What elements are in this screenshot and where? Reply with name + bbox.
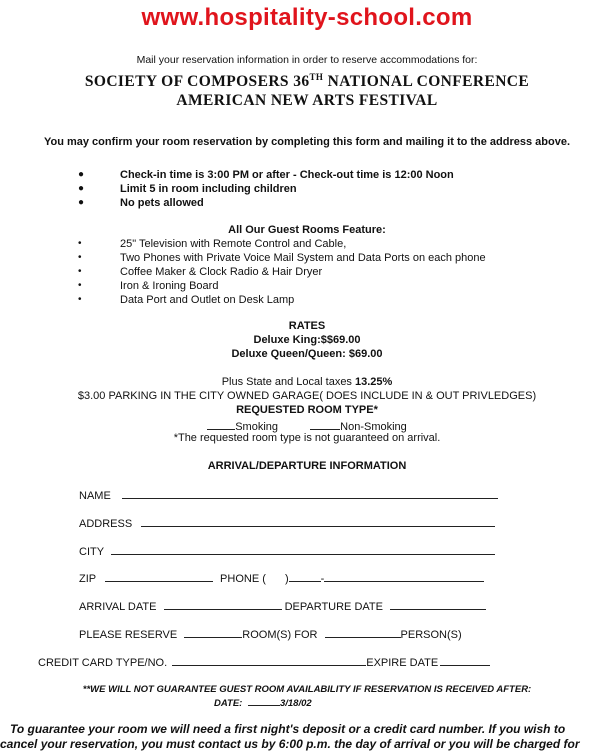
- taxes-value: 13.25%: [355, 376, 393, 388]
- guarantee-date-value: 3/18/02: [279, 698, 312, 709]
- policy-text: No pets allowed: [120, 197, 204, 209]
- arrival-date-field[interactable]: [164, 598, 282, 610]
- address-field[interactable]: [141, 515, 495, 527]
- bullet-icon: ●: [78, 183, 85, 194]
- credit-card-field[interactable]: [172, 654, 366, 666]
- footer-deposit-line: To guarantee your room we will need a first night's deposit or a credit card number. If you wish to: [10, 722, 566, 736]
- departure-date-label: DEPARTURE DATE: [284, 601, 383, 613]
- parking-line: $3.00 PARKING IN THE CITY OWNED GARAGE( DOES INCLUDE IN & OUT PRIVLEDGES): [77, 390, 537, 402]
- room-type-heading: REQUESTED ROOM TYPE*: [236, 404, 378, 416]
- city-row: [79, 543, 495, 558]
- conference-subtitle: AMERICAN NEW ARTS FESTIVAL: [176, 92, 438, 109]
- policy-list: [78, 168, 538, 210]
- rate-deluxe-king: Deluxe King:$$69.00: [253, 334, 361, 346]
- bullet-icon: •: [78, 266, 82, 277]
- bullet-icon: •: [78, 294, 82, 305]
- feature-text: Data Port and Outlet on Desk Lamp: [120, 294, 295, 306]
- rooms-count-field[interactable]: [184, 626, 242, 638]
- phone-close-paren: ): [284, 573, 289, 585]
- reserve-row: [79, 626, 462, 641]
- non-smoking-label: Non-Smoking: [340, 421, 407, 433]
- smoking-label: Smoking: [235, 421, 279, 433]
- feature-item: [78, 293, 538, 307]
- conference-title-rest: NATIONAL CONFERENCE: [323, 73, 530, 91]
- zip-field[interactable]: [105, 570, 213, 582]
- non-smoking-blank[interactable]: [310, 418, 340, 430]
- feature-text: Iron & Ironing Board: [120, 280, 219, 292]
- persons-label: PERSON(S): [400, 629, 462, 641]
- confirm-instruction: You may confirm your room reservation by completing this form and mailing it to the address above.: [43, 136, 571, 148]
- bullet-icon: •: [78, 252, 82, 263]
- phone-area-field[interactable]: [269, 571, 285, 582]
- zip-label: ZIP: [79, 573, 96, 585]
- features-heading: All Our Guest Rooms Feature:: [228, 224, 386, 236]
- departure-date-field[interactable]: [390, 598, 486, 610]
- policy-text: Check-in time is 3:00 PM or after - Check-out time is 12:00 Noon: [120, 169, 454, 181]
- features-list: [78, 237, 538, 307]
- city-label: CITY: [79, 546, 104, 558]
- expire-date-field[interactable]: [440, 654, 490, 666]
- conference-title: [0, 72, 614, 91]
- room-type-options: [0, 418, 614, 433]
- name-label: NAME: [79, 490, 111, 502]
- rooms-for-label: ROOM(S) FOR: [242, 629, 318, 641]
- bullet-icon: •: [78, 238, 82, 249]
- credit-card-label: CREDIT CARD TYPE/NO.: [38, 657, 168, 669]
- guarantee-date: [214, 696, 312, 709]
- city-field[interactable]: [111, 543, 495, 555]
- mail-instruction: Mail your reservation information in order to reserve accommodations for:: [136, 54, 478, 66]
- phone-dash: -: [320, 573, 325, 585]
- conference-title-sup: TH: [309, 72, 324, 82]
- please-reserve-label: PLEASE RESERVE: [79, 629, 178, 641]
- rate-deluxe-queen: Deluxe Queen/Queen: $69.00: [231, 348, 383, 360]
- feature-item: [78, 237, 538, 251]
- bullet-icon: •: [78, 280, 82, 291]
- taxes-label: Plus State and Local taxes: [221, 376, 355, 388]
- bullet-icon: ●: [78, 169, 85, 180]
- policy-text: Limit 5 in room including children: [120, 183, 297, 195]
- site-url: www.hospitality-school.com: [141, 4, 473, 31]
- address-row: [79, 515, 495, 530]
- feature-text: 25" Television with Remote Control and Cable,: [120, 238, 347, 250]
- feature-item: [78, 265, 538, 279]
- policy-item: [78, 168, 538, 182]
- feature-item: [78, 251, 538, 265]
- policy-item: [78, 196, 538, 210]
- arrival-date-label: ARRIVAL DATE: [79, 601, 157, 613]
- bullet-icon: ●: [78, 197, 85, 208]
- name-field[interactable]: [122, 487, 498, 499]
- expire-date-label: EXPIRE DATE: [366, 657, 439, 669]
- feature-text: Coffee Maker & Clock Radio & Hair Dryer: [120, 266, 323, 278]
- footer-cancel-line: cancel your reservation, you must contact us by 6:00 p.m. the day of arrival or you will be charged for: [0, 737, 580, 751]
- guarantee-warning: **WE WILL NOT GUARANTEE GUEST ROOM AVAILABILITY IF RESERVATION IS RECEIVED AFTER:: [82, 684, 532, 695]
- guarantee-date-label: DATE:: [214, 698, 243, 709]
- conference-title-main: SOCIETY OF COMPOSERS 36: [84, 73, 310, 91]
- credit-card-row: [38, 654, 490, 669]
- zip-phone-row: [79, 570, 484, 585]
- feature-text: Two Phones with Private Voice Mail System and Data Ports on each phone: [120, 252, 486, 264]
- room-type-note: *The requested room type is not guaranteed on arrival.: [173, 432, 441, 444]
- taxes-line: [0, 376, 614, 388]
- dates-row: [79, 598, 486, 613]
- name-row: [79, 487, 498, 502]
- address-label: ADDRESS: [79, 518, 133, 530]
- rates-heading: RATES: [288, 320, 326, 332]
- phone-prefix-field[interactable]: [289, 570, 321, 582]
- phone-label: PHONE (: [220, 573, 266, 585]
- persons-count-field[interactable]: [325, 626, 401, 638]
- arrival-departure-heading: ARRIVAL/DEPARTURE INFORMATION: [207, 460, 407, 472]
- phone-number-field[interactable]: [324, 570, 484, 582]
- policy-item: [78, 182, 538, 196]
- guarantee-date-blank: [248, 696, 280, 706]
- feature-item: [78, 279, 538, 293]
- smoking-blank[interactable]: [207, 418, 235, 430]
